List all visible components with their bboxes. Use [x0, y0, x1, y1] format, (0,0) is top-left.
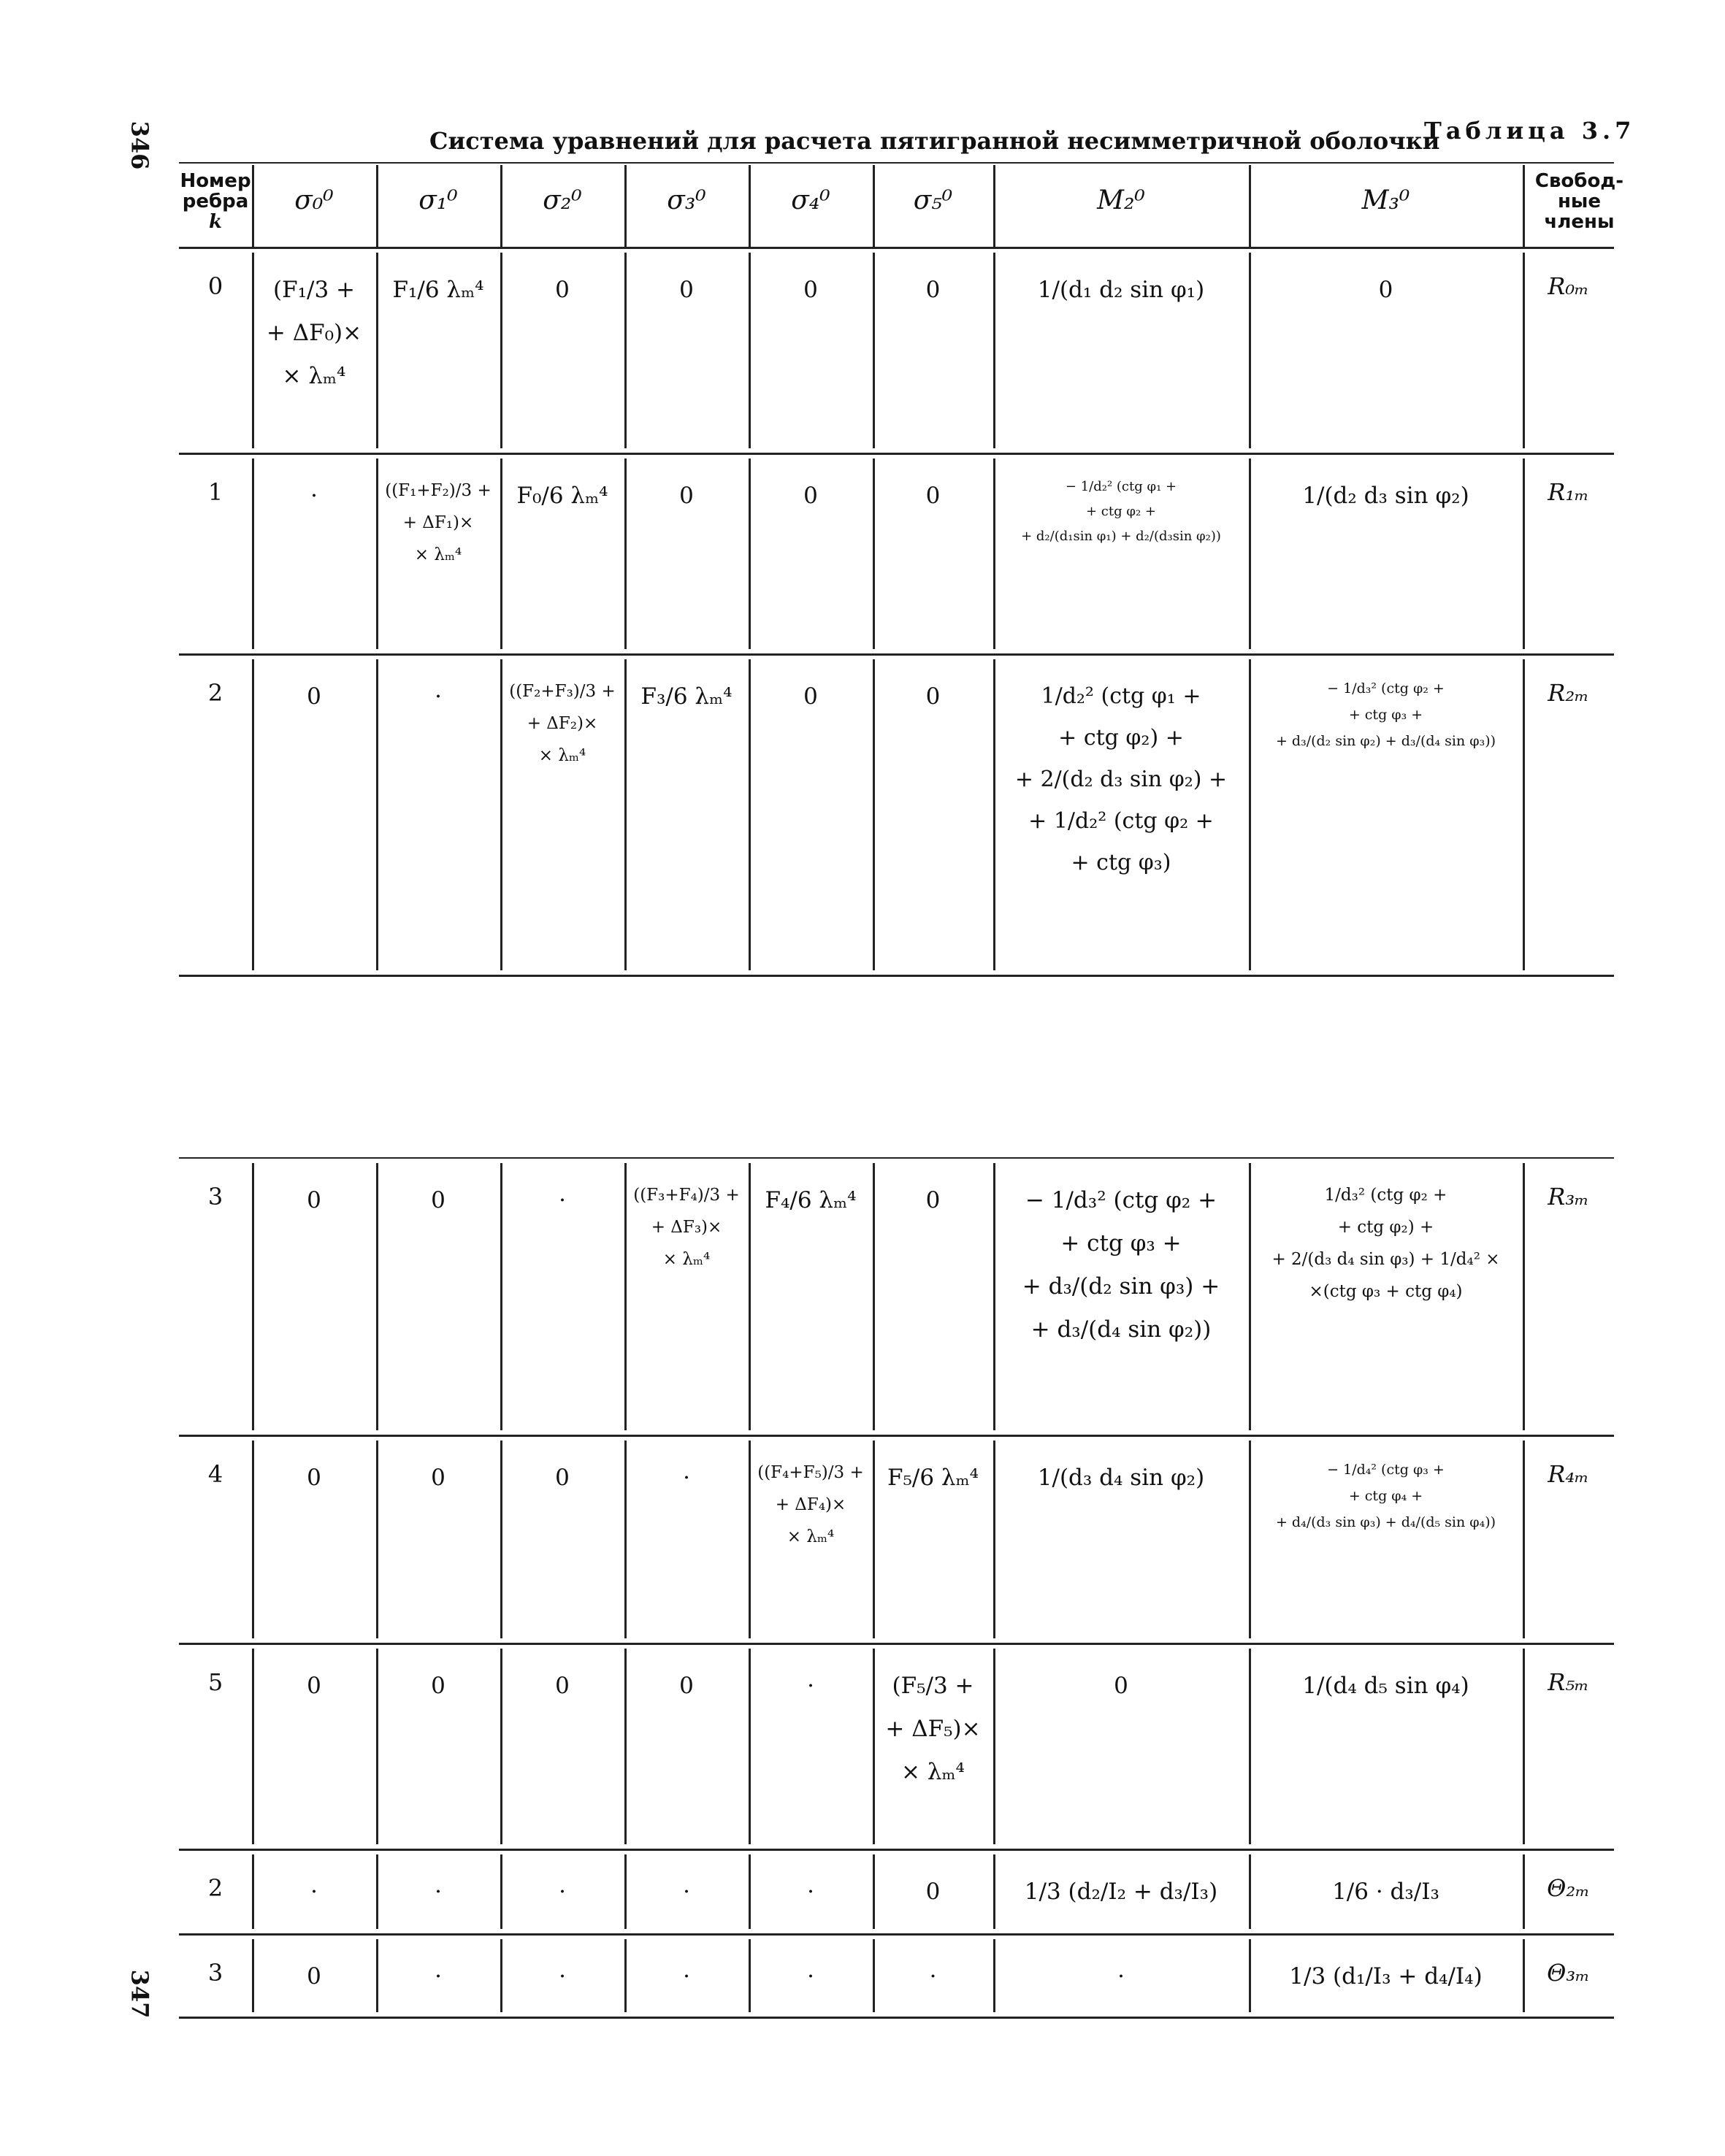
- coefficient-cell: [749, 1457, 873, 1553]
- coefficient-cell: [252, 1179, 376, 1222]
- coefficient-line: 0: [925, 277, 941, 303]
- coefficient-line: 1/d₂² (ctg φ₁ +: [1041, 683, 1201, 709]
- free-term: R₄ₘ: [1548, 1460, 1589, 1488]
- row-rule: [179, 1849, 1614, 1851]
- coefficient-line: ·: [807, 1673, 814, 1699]
- coefficient-line: 1/3 (d₁/I₃ + d₄/I₄): [1289, 1963, 1483, 1990]
- free-term: R₃ₘ: [1548, 1183, 1589, 1211]
- row-rule: [179, 1933, 1614, 1936]
- coefficient-line: − 1/d₃² (ctg φ₂ +: [1327, 680, 1445, 697]
- coefficient-line: + ΔF₅)×: [885, 1716, 981, 1742]
- free-term: Θ₂ₘ: [1547, 1874, 1590, 1902]
- coefficient-line: 0: [555, 277, 570, 303]
- row-rule: [179, 453, 1614, 455]
- coefficient-cell: [1249, 675, 1523, 754]
- coefficient-cell: [993, 1665, 1249, 1708]
- coefficient-cell: [1249, 1955, 1523, 1998]
- coefficient-line: 0: [679, 483, 694, 509]
- coefficient-line: 0: [1378, 277, 1393, 303]
- header-row-label-line: k: [208, 211, 222, 233]
- coefficient-line: 1/(d₂ d₃ sin φ₂): [1302, 483, 1469, 509]
- coefficient-line: × λₘ⁴: [282, 363, 346, 389]
- coefficient-cell: [873, 1457, 993, 1500]
- row-rule: [179, 1643, 1614, 1645]
- coefficient-cell: [993, 1457, 1249, 1500]
- coefficient-cell: [749, 475, 873, 518]
- coefficient-cell: [624, 675, 749, 718]
- coefficient-line: ·: [929, 1963, 937, 1990]
- coefficient-line: + d₃/(d₄ sin φ₂)): [1030, 1316, 1212, 1343]
- header-col-1: σ₁⁰: [418, 185, 458, 215]
- coefficient-line: F₁/6 λₘ⁴: [392, 277, 484, 303]
- coefficient-cell: [252, 475, 376, 518]
- coefficient-cell: [993, 1179, 1249, 1351]
- coefficient-line: + d₃/(d₂ sin φ₂) + d₃/(d₄ sin φ₃)): [1275, 733, 1496, 749]
- coefficient-line: + ΔF₄)×: [775, 1495, 846, 1514]
- coefficient-line: − 1/d₃² (ctg φ₂ +: [1025, 1187, 1217, 1213]
- free-term: R₁ₘ: [1548, 478, 1589, 506]
- coefficient-cell: [749, 1955, 873, 1998]
- coefficient-line: ·: [559, 1879, 566, 1905]
- row-rule: [179, 975, 1614, 977]
- coefficient-line: 0: [803, 683, 818, 710]
- coefficient-cell: [500, 675, 624, 772]
- coefficient-cell: [993, 1871, 1249, 1914]
- coefficient-line: + ctg φ₃): [1071, 850, 1171, 875]
- coefficient-line: 0: [431, 1465, 445, 1491]
- coefficient-line: F₀/6 λₘ⁴: [516, 483, 608, 509]
- block-top-rule: [179, 1157, 1614, 1159]
- coefficient-line: ·: [683, 1465, 690, 1491]
- coefficient-line: + d₄/(d₃ sin φ₃) + d₄/(d₅ sin φ₄)): [1275, 1514, 1496, 1530]
- header-col-3: σ₃⁰: [667, 185, 706, 215]
- header-free-terms: [1523, 171, 1636, 232]
- coefficient-cell: [624, 1871, 749, 1914]
- coefficient-cell: [624, 1457, 749, 1500]
- coefficient-cell: [376, 269, 500, 312]
- coefficient-cell: [500, 1457, 624, 1500]
- coefficient-cell: [500, 1871, 624, 1914]
- table-top-rule: [179, 162, 1614, 164]
- coefficient-cell: [993, 269, 1249, 312]
- coefficient-line: + ΔF₂)×: [527, 714, 598, 733]
- coefficient-line: 0: [431, 1187, 445, 1213]
- coefficient-line: ((F₂+F₃)/3 +: [509, 682, 616, 701]
- coefficient-line: 1/3 (d₂/I₂ + d₃/I₃): [1024, 1879, 1218, 1905]
- coefficient-cell: [1249, 269, 1523, 312]
- coefficient-cell: [993, 675, 1249, 883]
- coefficient-line: 0: [1114, 1673, 1128, 1699]
- coefficient-line: (F₅/3 +: [892, 1673, 974, 1699]
- coefficient-line: + ctg φ₄ +: [1348, 1488, 1423, 1504]
- coefficient-cell: [500, 1955, 624, 1998]
- free-term: R₂ₘ: [1548, 679, 1589, 707]
- coefficient-line: + ctg φ₃ +: [1060, 1230, 1182, 1257]
- coefficient-line: ·: [310, 483, 318, 509]
- coefficient-cell: [1249, 1457, 1523, 1535]
- coefficient-line: + ctg φ₂) +: [1337, 1218, 1434, 1237]
- coefficient-line: (F₁/3 +: [272, 277, 356, 303]
- table-label: Таблица 3.7: [1424, 117, 1636, 145]
- coefficient-line: ·: [807, 1879, 814, 1905]
- coefficient-line: 0: [925, 483, 941, 509]
- coefficient-line: + d₂/(d₁sin φ₁) + d₂/(d₃sin φ₂)): [1021, 529, 1221, 544]
- coefficient-cell: [376, 1179, 500, 1222]
- coefficient-cell: [252, 269, 376, 398]
- coefficient-line: × λₘ⁴: [538, 746, 586, 765]
- row-k-number: 2: [207, 679, 223, 707]
- coefficient-line: − 1/d₂² (ctg φ₁ +: [1065, 479, 1177, 494]
- free-term: Θ₃ₘ: [1547, 1959, 1590, 1987]
- coefficient-cell: [252, 675, 376, 718]
- row-rule: [179, 2017, 1614, 2019]
- coefficient-line: 0: [925, 1187, 941, 1213]
- coefficient-cell: [749, 675, 873, 718]
- coefficient-line: + ΔF₁)×: [402, 513, 474, 532]
- coefficient-cell: [993, 1955, 1249, 1998]
- coefficient-line: 0: [555, 1465, 570, 1491]
- coefficient-cell: [376, 1955, 500, 1998]
- coefficient-line: ·: [559, 1963, 566, 1990]
- coefficient-line: 0: [307, 1465, 321, 1491]
- coefficient-cell: [500, 475, 624, 518]
- header-col-6: M₂⁰: [1097, 185, 1145, 215]
- coefficient-cell: [500, 1665, 624, 1708]
- coefficient-line: + ΔF₃)×: [651, 1218, 722, 1237]
- coefficient-cell: [376, 475, 500, 571]
- coefficient-line: 1/(d₁ d₂ sin φ₁): [1037, 277, 1205, 303]
- coefficient-line: 0: [307, 1963, 321, 1990]
- coefficient-cell: [624, 1665, 749, 1708]
- coefficient-line: F₃/6 λₘ⁴: [640, 683, 733, 710]
- coefficient-line: × λₘ⁴: [787, 1527, 835, 1546]
- coefficient-cell: [873, 1871, 993, 1914]
- coefficient-line: 0: [803, 483, 818, 509]
- coefficient-cell: [376, 1871, 500, 1914]
- coefficient-cell: [624, 1955, 749, 1998]
- coefficient-line: + ctg φ₂) +: [1058, 725, 1184, 751]
- coefficient-line: ·: [435, 1879, 442, 1905]
- coefficient-cell: [624, 1179, 749, 1275]
- page-number-right: 347: [126, 1969, 154, 2019]
- coefficient-line: + 2/(d₃ d₄ sin φ₃) + 1/d₄² ×: [1271, 1250, 1500, 1269]
- free-term: R₅ₘ: [1548, 1668, 1589, 1696]
- coefficient-line: ·: [683, 1963, 690, 1990]
- coefficient-line: ·: [683, 1879, 690, 1905]
- row-k-number: 3: [207, 1183, 223, 1211]
- coefficient-cell: [1249, 1871, 1523, 1914]
- coefficient-line: F₄/6 λₘ⁴: [765, 1187, 857, 1213]
- coefficient-cell: [376, 1457, 500, 1500]
- coefficient-cell: [873, 1955, 993, 1998]
- coefficient-line: + d₃/(d₂ sin φ₃) +: [1022, 1273, 1220, 1300]
- coefficient-cell: [873, 675, 993, 718]
- row-k-number: 1: [207, 478, 223, 506]
- table-title: Система уравнений для расчета пятигранной несимметричной оболочки: [429, 127, 1440, 155]
- header-bottom-rule: [179, 247, 1614, 249]
- coefficient-line: 0: [679, 277, 694, 303]
- free-term: R₀ₘ: [1548, 272, 1589, 300]
- coefficient-line: ·: [435, 1963, 442, 1990]
- header-col-0: σ₀⁰: [294, 185, 334, 215]
- coefficient-line: × λₘ⁴: [901, 1759, 965, 1785]
- coefficient-line: × λₘ⁴: [414, 545, 462, 564]
- coefficient-line: 1/(d₄ d₅ sin φ₄): [1302, 1673, 1469, 1699]
- coefficient-line: ((F₃+F₄)/3 +: [633, 1186, 740, 1205]
- header-row-label-line: Номер: [180, 170, 251, 192]
- coefficient-line: ((F₁+F₂)/3 +: [385, 481, 492, 500]
- header-col-2: σ₂⁰: [543, 185, 582, 215]
- coefficient-cell: [749, 1179, 873, 1222]
- coefficient-cell: [749, 1665, 873, 1708]
- coefficient-line: ((F₄+F₅)/3 +: [757, 1463, 864, 1482]
- coefficient-line: 1/6 · d₃/I₃: [1332, 1879, 1439, 1905]
- coefficient-line: ·: [807, 1963, 814, 1990]
- coefficient-cell: [749, 269, 873, 312]
- page-number-left: 346: [126, 120, 154, 170]
- coefficient-line: × λₘ⁴: [662, 1250, 711, 1269]
- coefficient-line: ·: [559, 1187, 566, 1213]
- row-rule: [179, 1435, 1614, 1437]
- coefficient-cell: [1249, 475, 1523, 518]
- coefficient-line: 1/(d₃ d₄ sin φ₂): [1037, 1465, 1205, 1491]
- coefficient-line: 0: [431, 1673, 445, 1699]
- coefficient-line: 0: [803, 277, 818, 303]
- coefficient-cell: [500, 1179, 624, 1222]
- coefficient-cell: [1249, 1665, 1523, 1708]
- coefficient-line: 0: [925, 1879, 941, 1905]
- coefficient-line: 0: [555, 1673, 570, 1699]
- header-free-terms-line: члены: [1544, 211, 1615, 233]
- header-free-terms-line: ные: [1557, 191, 1602, 212]
- coefficient-line: ·: [435, 683, 442, 710]
- coefficient-line: + ΔF₀)×: [266, 320, 362, 346]
- coefficient-line: ×(ctg φ₃ + ctg φ₄): [1309, 1282, 1463, 1301]
- header-col-4: σ₄⁰: [791, 185, 830, 215]
- row-k-number: 3: [207, 1959, 223, 1987]
- coefficient-cell: [1249, 1179, 1523, 1308]
- coefficient-cell: [252, 1871, 376, 1914]
- coefficient-line: + 2/(d₂ d₃ sin φ₂) +: [1014, 767, 1228, 792]
- coefficient-cell: [873, 1665, 993, 1794]
- coefficient-cell: [993, 475, 1249, 549]
- coefficient-cell: [252, 1955, 376, 1998]
- coefficient-cell: [624, 475, 749, 518]
- header-col-5: σ₅⁰: [913, 185, 953, 215]
- coefficient-cell: [500, 269, 624, 312]
- coefficient-cell: [873, 1179, 993, 1222]
- coefficient-line: ·: [1117, 1963, 1125, 1990]
- coefficient-line: 0: [307, 683, 321, 710]
- coefficient-line: + ctg φ₃ +: [1348, 707, 1423, 723]
- coefficient-line: F₅/6 λₘ⁴: [887, 1465, 979, 1491]
- coefficient-cell: [376, 675, 500, 718]
- coefficient-line: 0: [307, 1673, 321, 1699]
- coefficient-cell: [749, 1871, 873, 1914]
- coefficient-cell: [376, 1665, 500, 1708]
- coefficient-line: 0: [679, 1673, 694, 1699]
- coefficient-line: + ctg φ₂ +: [1086, 504, 1156, 519]
- coefficient-line: 1/d₃² (ctg φ₂ +: [1324, 1186, 1447, 1205]
- header-row-label-line: ребра: [182, 191, 249, 212]
- coefficient-line: + 1/d₂² (ctg φ₂ +: [1028, 808, 1214, 834]
- coefficient-cell: [252, 1457, 376, 1500]
- coefficient-line: ·: [310, 1879, 318, 1905]
- row-k-number: 5: [207, 1668, 223, 1696]
- coefficient-cell: [252, 1665, 376, 1708]
- row-rule: [179, 653, 1614, 656]
- coefficient-cell: [873, 269, 993, 312]
- header-free-terms-line: Свобод-: [1534, 170, 1624, 192]
- row-k-number: 0: [207, 272, 223, 300]
- header-row-label: [179, 171, 252, 232]
- coefficient-cell: [873, 475, 993, 518]
- row-k-number: 4: [207, 1460, 223, 1488]
- row-k-number: 2: [207, 1874, 223, 1902]
- header-col-7: M₃⁰: [1361, 185, 1410, 215]
- coefficient-line: 0: [307, 1187, 321, 1213]
- coefficient-line: 0: [925, 683, 941, 710]
- coefficient-line: − 1/d₄² (ctg φ₃ +: [1327, 1462, 1445, 1478]
- coefficient-cell: [624, 269, 749, 312]
